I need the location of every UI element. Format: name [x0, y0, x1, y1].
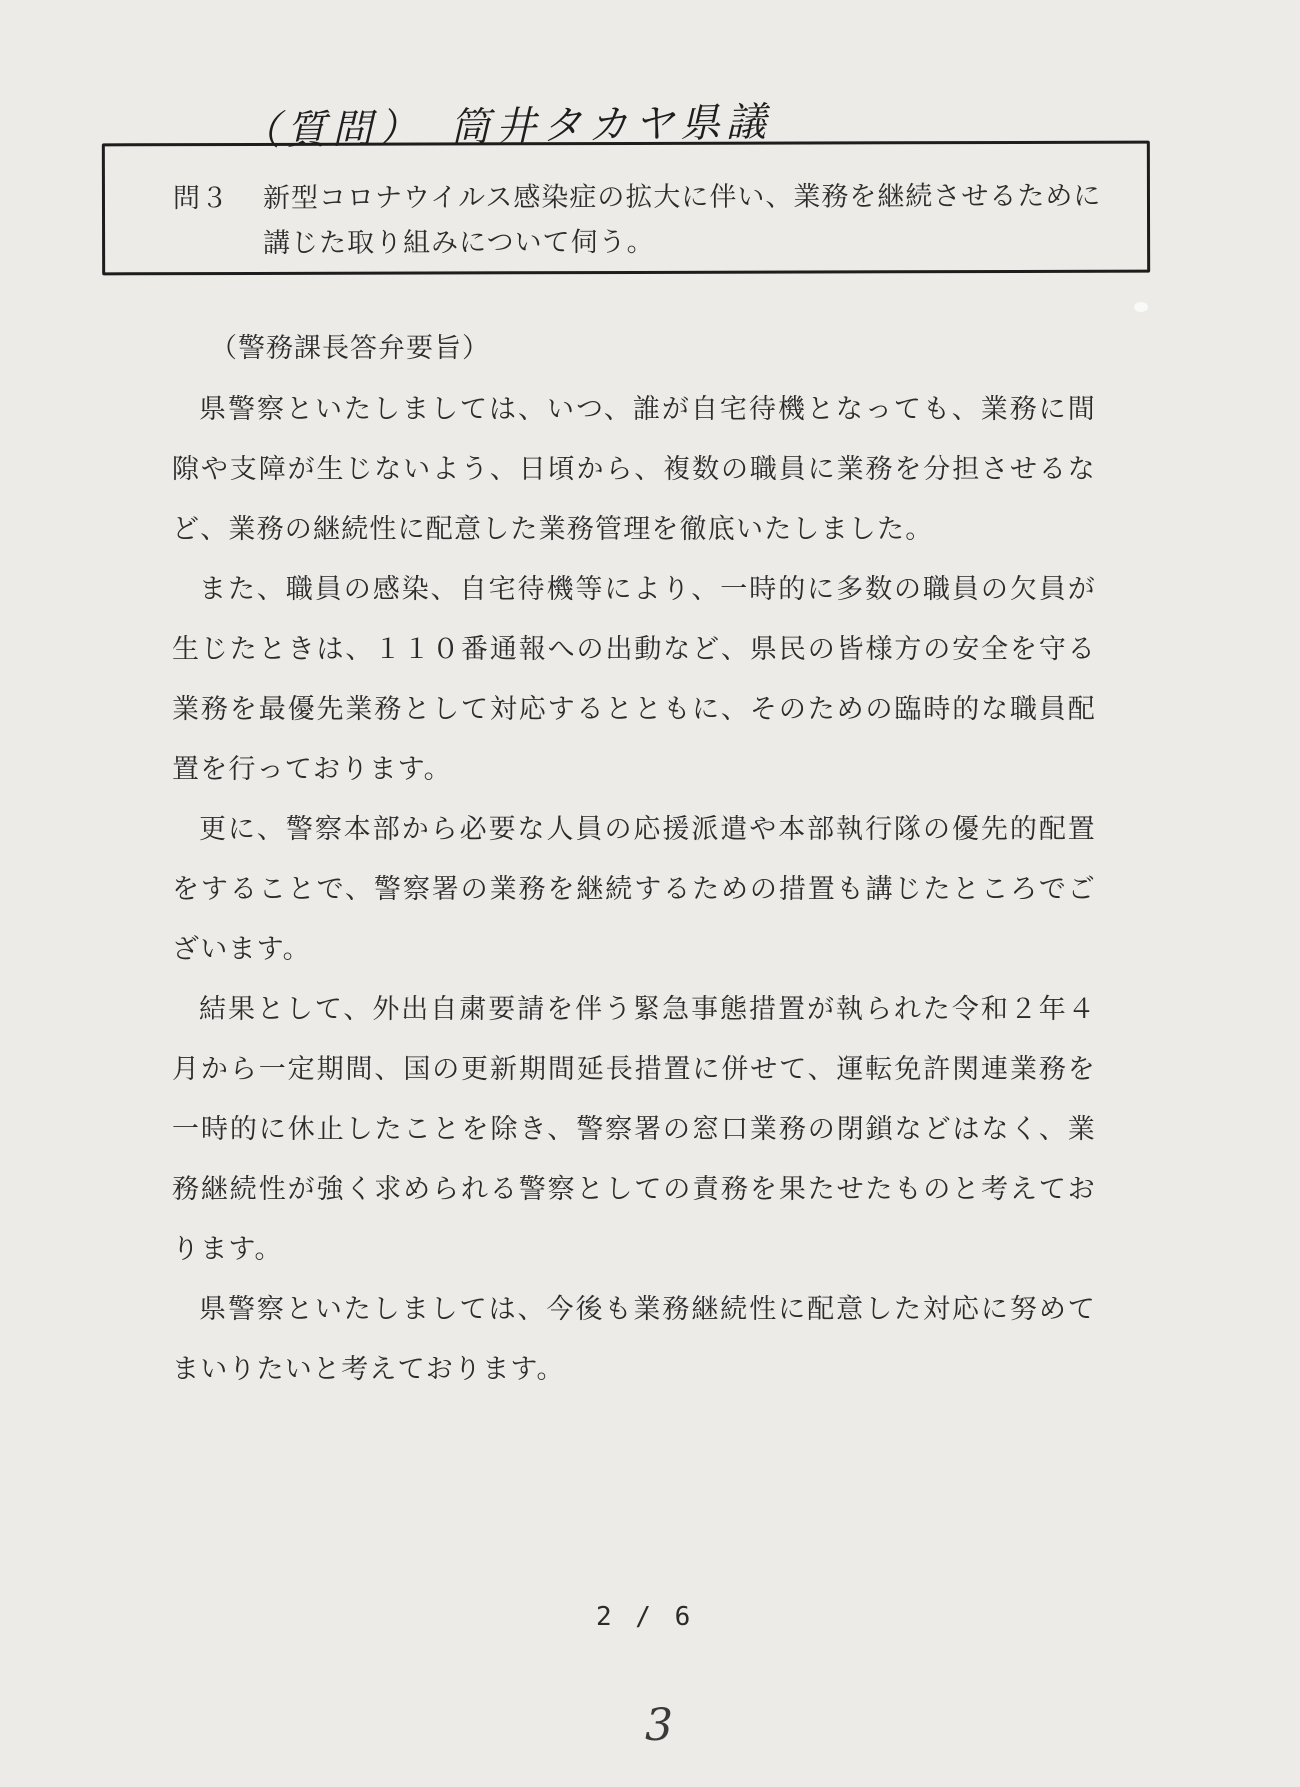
answer-body — [172, 380, 1096, 1400]
answer-paragraph: 県警察といたしましては、今後も業務継続性に配意した対応に努めてまいりたいと考えております。 — [172, 1294, 1096, 1385]
question-text: 新型コロナウイルス感染症の拡大に伴い、業務を継続させるために講じた取り組みについて伺う。 — [262, 180, 1102, 259]
answer-paragraph: また、職員の感染、自宅待機等により、一時的に多数の職員の欠員が生じたときは、１１０番通報への出動など、県民の皆様方の安全を守る業務を最優先業務として対応するとともに、そのための臨時的な職員配置を行っております。 — [172, 574, 1096, 785]
answer-paragraph: 県警察といたしましては、いつ、誰が自宅待機となっても、業務に間隙や支障が生じないよう、日頃から、複数の職員に業務を分担させるなど、業務の継続性に配意した業務管理を徹底いたしました。 — [172, 394, 1096, 545]
answer-paragraph: 更に、警察本部から必要な人員の応援派遣や本部執行隊の優先的配置をすることで、警察署の業務を継続するための措置も講じたところでございます。 — [172, 814, 1096, 965]
paper-speck — [1134, 302, 1148, 312]
question-box — [102, 141, 1150, 276]
handwritten-page-mark: 3 — [645, 1700, 673, 1751]
question-label: 問３ — [172, 183, 230, 215]
handwritten-header: （質問） 筒井タカヤ県議 — [239, 99, 773, 155]
answer-heading: （警務課長答弁要旨） — [210, 333, 490, 364]
answer-paragraph: 結果として、外出自粛要請を伴う緊急事態措置が執られた令和２年４月から一定期間、国の更新期間延長措置に併せて、運転免許関連業務を一時的に休止したことを除き、警察署の窓口業務の閉鎖などはなく、業務継続性が強く求められる警察としての責務を果たせたものと考えております。 — [172, 994, 1096, 1265]
page-number: 2 / 6 — [596, 1602, 695, 1632]
